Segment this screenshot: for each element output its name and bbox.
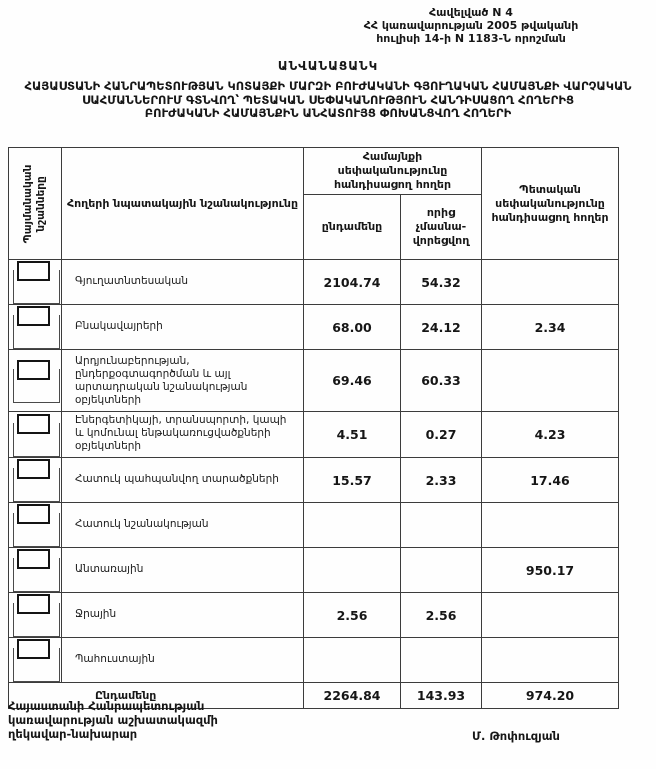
cell-community-nonprivatizable: 0.27 bbox=[401, 412, 482, 458]
cell-community-total: 4.51 bbox=[304, 412, 401, 458]
cell-state bbox=[482, 350, 619, 412]
legend-symbol-icon bbox=[13, 369, 60, 403]
cell-community-nonprivatizable: 2.56 bbox=[401, 593, 482, 638]
signature-line: Հայաստանի Հանրապետության bbox=[8, 699, 205, 713]
page-subtitle-line: ՀԱՅԱՍՏԱՆԻ ՀԱՆՐԱՊԵՏՈՒԹՅԱՆ ԿՈՏԱՅՔԻ ՄԱՐԶԻ ԲՈՒԺԱԿԱՆԻ ԳՅՈՒՂԱԿԱՆ ՀԱՄԱՅՆՔԻ ՎԱՐՉԱԿԱՆ bbox=[24, 79, 632, 93]
legend-symbol-icon bbox=[13, 423, 60, 457]
row-label: Բնակավայրերի bbox=[62, 305, 304, 350]
cell-community-nonprivatizable: 2.33 bbox=[401, 458, 482, 503]
legend-chip-icon bbox=[17, 594, 50, 614]
col-header-community-total: ընդամենը bbox=[304, 195, 401, 260]
legend-symbol-icon bbox=[13, 315, 60, 349]
signer-name: Մ. Թոփուզյան bbox=[472, 729, 560, 743]
cell-community-nonprivatizable: 24.12 bbox=[401, 305, 482, 350]
appendix-note-line: Հավելված N 4 bbox=[429, 6, 513, 19]
legend-symbol-icon bbox=[13, 468, 60, 502]
cell-community-nonprivatizable bbox=[401, 638, 482, 683]
signature-line: ղեկավար-նախարար bbox=[8, 727, 138, 741]
cell-community-total: 15.57 bbox=[304, 458, 401, 503]
cell-state: 950.17 bbox=[482, 548, 619, 593]
legend-chip-icon bbox=[17, 414, 50, 434]
cell-community-nonprivatizable: 54.32 bbox=[401, 260, 482, 305]
col-header-state: Պետական սեփականությունը հանդիսացող հողեր bbox=[482, 148, 619, 260]
total-community: 2264.84 bbox=[304, 683, 401, 709]
table-row bbox=[9, 260, 619, 305]
col-header-community: Համայնքի սեփականությունը հանդիսացող հողեր bbox=[304, 148, 482, 195]
row-label: Պահուստային bbox=[62, 638, 304, 683]
page-subtitle bbox=[6, 80, 650, 121]
table-row bbox=[9, 305, 619, 350]
col-header-symbols: Պայմանական նշանները bbox=[22, 164, 47, 243]
row-label: Հատուկ նշանակության bbox=[62, 503, 304, 548]
legend-symbol-icon bbox=[13, 513, 60, 547]
cell-community-total: 2.56 bbox=[304, 593, 401, 638]
cell-state bbox=[482, 593, 619, 638]
appendix-note-line: ՀՀ կառավարության 2005 թվականի bbox=[363, 19, 579, 32]
col-header-purpose: Հողերի նպատակային նշանակությունը bbox=[62, 148, 304, 260]
cell-state bbox=[482, 638, 619, 683]
legend-chip-icon bbox=[17, 504, 50, 524]
appendix-note-line: հուլիսի 14-ի N 1183-Ն որոշման bbox=[376, 32, 566, 45]
table-row bbox=[9, 548, 619, 593]
cell-community-nonprivatizable bbox=[401, 503, 482, 548]
cell-community-total: 69.46 bbox=[304, 350, 401, 412]
table-row bbox=[9, 593, 619, 638]
cell-state: 2.34 bbox=[482, 305, 619, 350]
legend-chip-icon bbox=[17, 261, 50, 281]
legend-chip-icon bbox=[17, 549, 50, 569]
page-subtitle-line: ՍԱՀՄԱՆՆԵՐՈՒՄ ԳՏՆՎՈՂ՝ ՊԵՏԱԿԱՆ ՍԵՓԱԿԱՆՈՒԹՅՈՒՆ ՀԱՆԴԻՍԱՑՈՂ ՀՈՂԵՐԻՑ bbox=[81, 92, 574, 107]
row-label: Անտառային bbox=[62, 548, 304, 593]
page-title: ԱՆՎԱՆԱՑԱՆԿ bbox=[277, 59, 379, 73]
legend-symbol-icon bbox=[13, 558, 60, 592]
cell-community-nonprivatizable: 60.33 bbox=[401, 350, 482, 412]
cell-community-total bbox=[304, 503, 401, 548]
cell-state bbox=[482, 503, 619, 548]
table-row bbox=[9, 412, 619, 458]
cell-state: 17.46 bbox=[482, 458, 619, 503]
cell-state: 4.23 bbox=[482, 412, 619, 458]
signature-block bbox=[8, 699, 218, 741]
row-label: Արդյունաբերության, ընդերքօգտագործման և այլ արտադրական նշանակության օբյեկտների bbox=[62, 350, 304, 412]
total-row-label: Ընդամենը bbox=[9, 683, 304, 709]
legend-chip-icon bbox=[17, 306, 50, 326]
row-label: Գյուղատնտեսական bbox=[62, 260, 304, 305]
legend-symbol-icon bbox=[13, 603, 60, 637]
cell-state bbox=[482, 260, 619, 305]
cell-community-total: 68.00 bbox=[304, 305, 401, 350]
row-label: Էներգետիկայի, տրանսպորտի, կապի և կոմունալ ենթակառուցվածքների օբյեկտների bbox=[62, 412, 304, 458]
table-row bbox=[9, 638, 619, 683]
cell-community-total bbox=[304, 548, 401, 593]
total-state: 974.20 bbox=[482, 683, 619, 709]
legend-chip-icon bbox=[17, 459, 50, 479]
legend-symbol-icon bbox=[13, 270, 60, 304]
cell-community-total bbox=[304, 638, 401, 683]
col-header-symbols-cell bbox=[9, 148, 62, 260]
page-subtitle-line: ԲՈՒԺԱԿԱՆԻ ՀԱՄԱՅՆՔԻՆ ԱՆՀԱՏՈՒՅՑ ՓՈԽԱՆՑՎՈՂ ՀՈՂԵՐԻ bbox=[144, 106, 512, 120]
legend-chip-icon bbox=[17, 639, 50, 659]
col-header-community-nonprivatizable: որից չմասնա-վորեցվող bbox=[401, 195, 482, 260]
table-row bbox=[9, 350, 619, 412]
appendix-note bbox=[330, 6, 612, 45]
legend-symbol-icon bbox=[13, 648, 60, 682]
table-row bbox=[9, 503, 619, 548]
land-allocation-table bbox=[8, 147, 619, 709]
row-label: Հատուկ պահպանվող տարածքների bbox=[62, 458, 304, 503]
legend-chip-icon bbox=[17, 360, 50, 380]
row-label: Ջրային bbox=[62, 593, 304, 638]
cell-community-total: 2104.74 bbox=[304, 260, 401, 305]
signature-line: կառավարության աշխատակազմի bbox=[8, 713, 218, 727]
total-community-nonprivatizable: 143.93 bbox=[401, 683, 482, 709]
table-row bbox=[9, 458, 619, 503]
cell-community-nonprivatizable bbox=[401, 548, 482, 593]
